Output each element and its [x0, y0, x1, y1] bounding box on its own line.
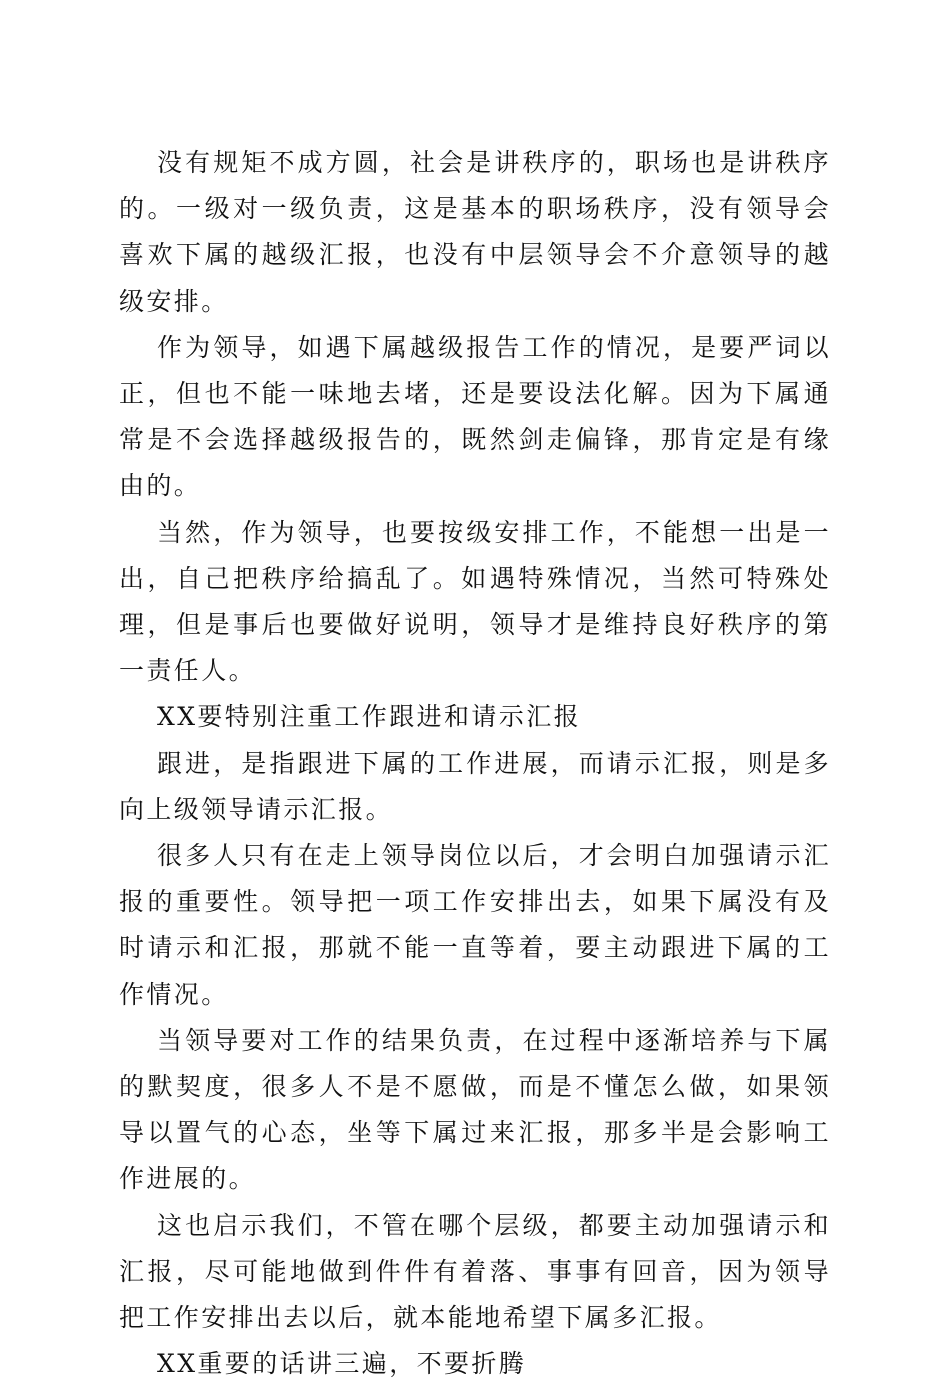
section-heading-repeat: XX重要的话讲三遍，不要折腾: [157, 1349, 527, 1379]
paragraph-leader-response: 作为领导，如遇下属越级报告工作的情况，是要严词以正，但也不能一味地去堵，还是要设法化解。因为下属通常是不会选择越级报告的，既然剑走偏锋，那肯定是有缘由的。: [119, 332, 831, 501]
paragraph-leader-responsibility: 当领导要对工作的结果负责，在过程中逐渐培养与下属的默契度，很多人不是不愿做，而是不懂怎么做，如果领导以置气的心态，坐等下属过来汇报，那多半是会影响工作进展的。: [119, 1025, 831, 1194]
paragraph-leader-arrangement: 当然，作为领导，也要按级安排工作，不能想一出是一出，自己把秩序给搞乱了。如遇特殊情况，当然可特殊处理，但是事后也要做好说明，领导才是维持良好秩序的第一责任人。: [119, 517, 831, 686]
section-heading-follow-up: XX要特别注重工作跟进和请示汇报: [157, 702, 581, 732]
document-body: [119, 140, 831, 1387]
paragraph-reporting-importance: 很多人只有在走上领导岗位以后，才会明白加强请示汇报的重要性。领导把一项工作安排出去，如果下属没有及时请示和汇报，那就不能一直等着，要主动跟进下属的工作情况。: [119, 841, 831, 1009]
paragraph-order-intro: 没有规矩不成方圆，社会是讲秩序的，职场也是讲秩序的。一级对一级负责，这是基本的职场秩序，没有领导会喜欢下属的越级汇报，也没有中层领导会不介意领导的越级安排。: [119, 148, 831, 316]
paragraph-follow-up-definition: 跟进，是指跟进下属的工作进展，而请示汇报，则是多向上级领导请示汇报。: [119, 748, 831, 824]
paragraph-takeaway: 这也启示我们，不管在哪个层级，都要主动加强请示和汇报，尽可能地做到件件有着落、事事有回音，因为领导把工作安排出去以后，就本能地希望下属多汇报。: [119, 1210, 831, 1333]
